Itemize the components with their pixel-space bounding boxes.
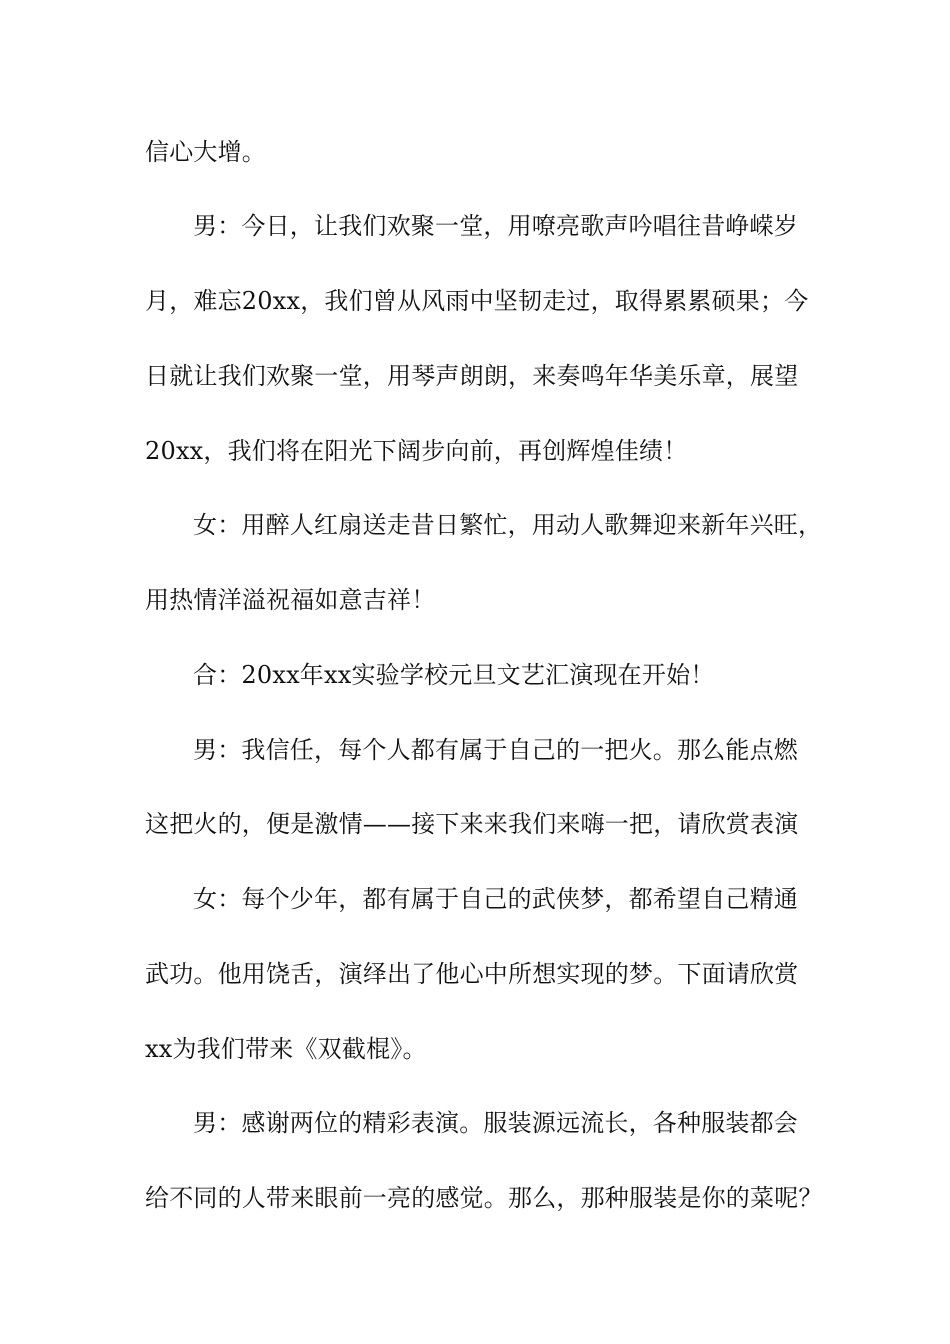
text-line: 日就让我们欢聚一堂，用琴声朗朗，来奏鸣年华美乐章，展望 (145, 362, 799, 390)
text-line: xx为我们带来《双截棍》。 (145, 1035, 427, 1063)
text-line: 给不同的人带来眼前一亮的感觉。那么，那种服装是你的菜呢？ (145, 1184, 823, 1212)
text-line: 用热情洋溢祝福如意吉祥！ (145, 586, 436, 614)
text-line: 这把火的，便是激情——接下来来我们来嗨一把，请欣赏表演 (145, 810, 799, 838)
text-line: 男：我信任，每个人都有属于自己的一把火。那么能点燃 (193, 736, 798, 764)
text-line: 武功。他用饶舌，演绎出了他心中所想实现的梦。下面请欣赏 (145, 960, 799, 988)
text-line: 男：感谢两位的精彩表演。服装源远流长，各种服装都会 (193, 1109, 798, 1137)
text-line: 合：20xx年xx实验学校元旦文艺汇演现在开始！ (193, 661, 715, 689)
text-line: 女：每个少年，都有属于自己的武侠梦，都希望自己精通 (193, 885, 798, 913)
text-line: 信心大增。 (145, 138, 266, 166)
text-line: 女：用醉人红扇送走昔日繁忙，用动人歌舞迎来新年兴旺， (193, 511, 823, 539)
text-line: 男：今日，让我们欢聚一堂，用嘹亮歌声吟唱往昔峥嵘岁 (193, 212, 798, 240)
text-line: 20xx，我们将在阳光下阔步向前，再创辉煌佳绩！ (145, 437, 688, 465)
text-line: 月，难忘20xx，我们曾从风雨中坚韧走过，取得累累硕果；今 (145, 287, 809, 315)
